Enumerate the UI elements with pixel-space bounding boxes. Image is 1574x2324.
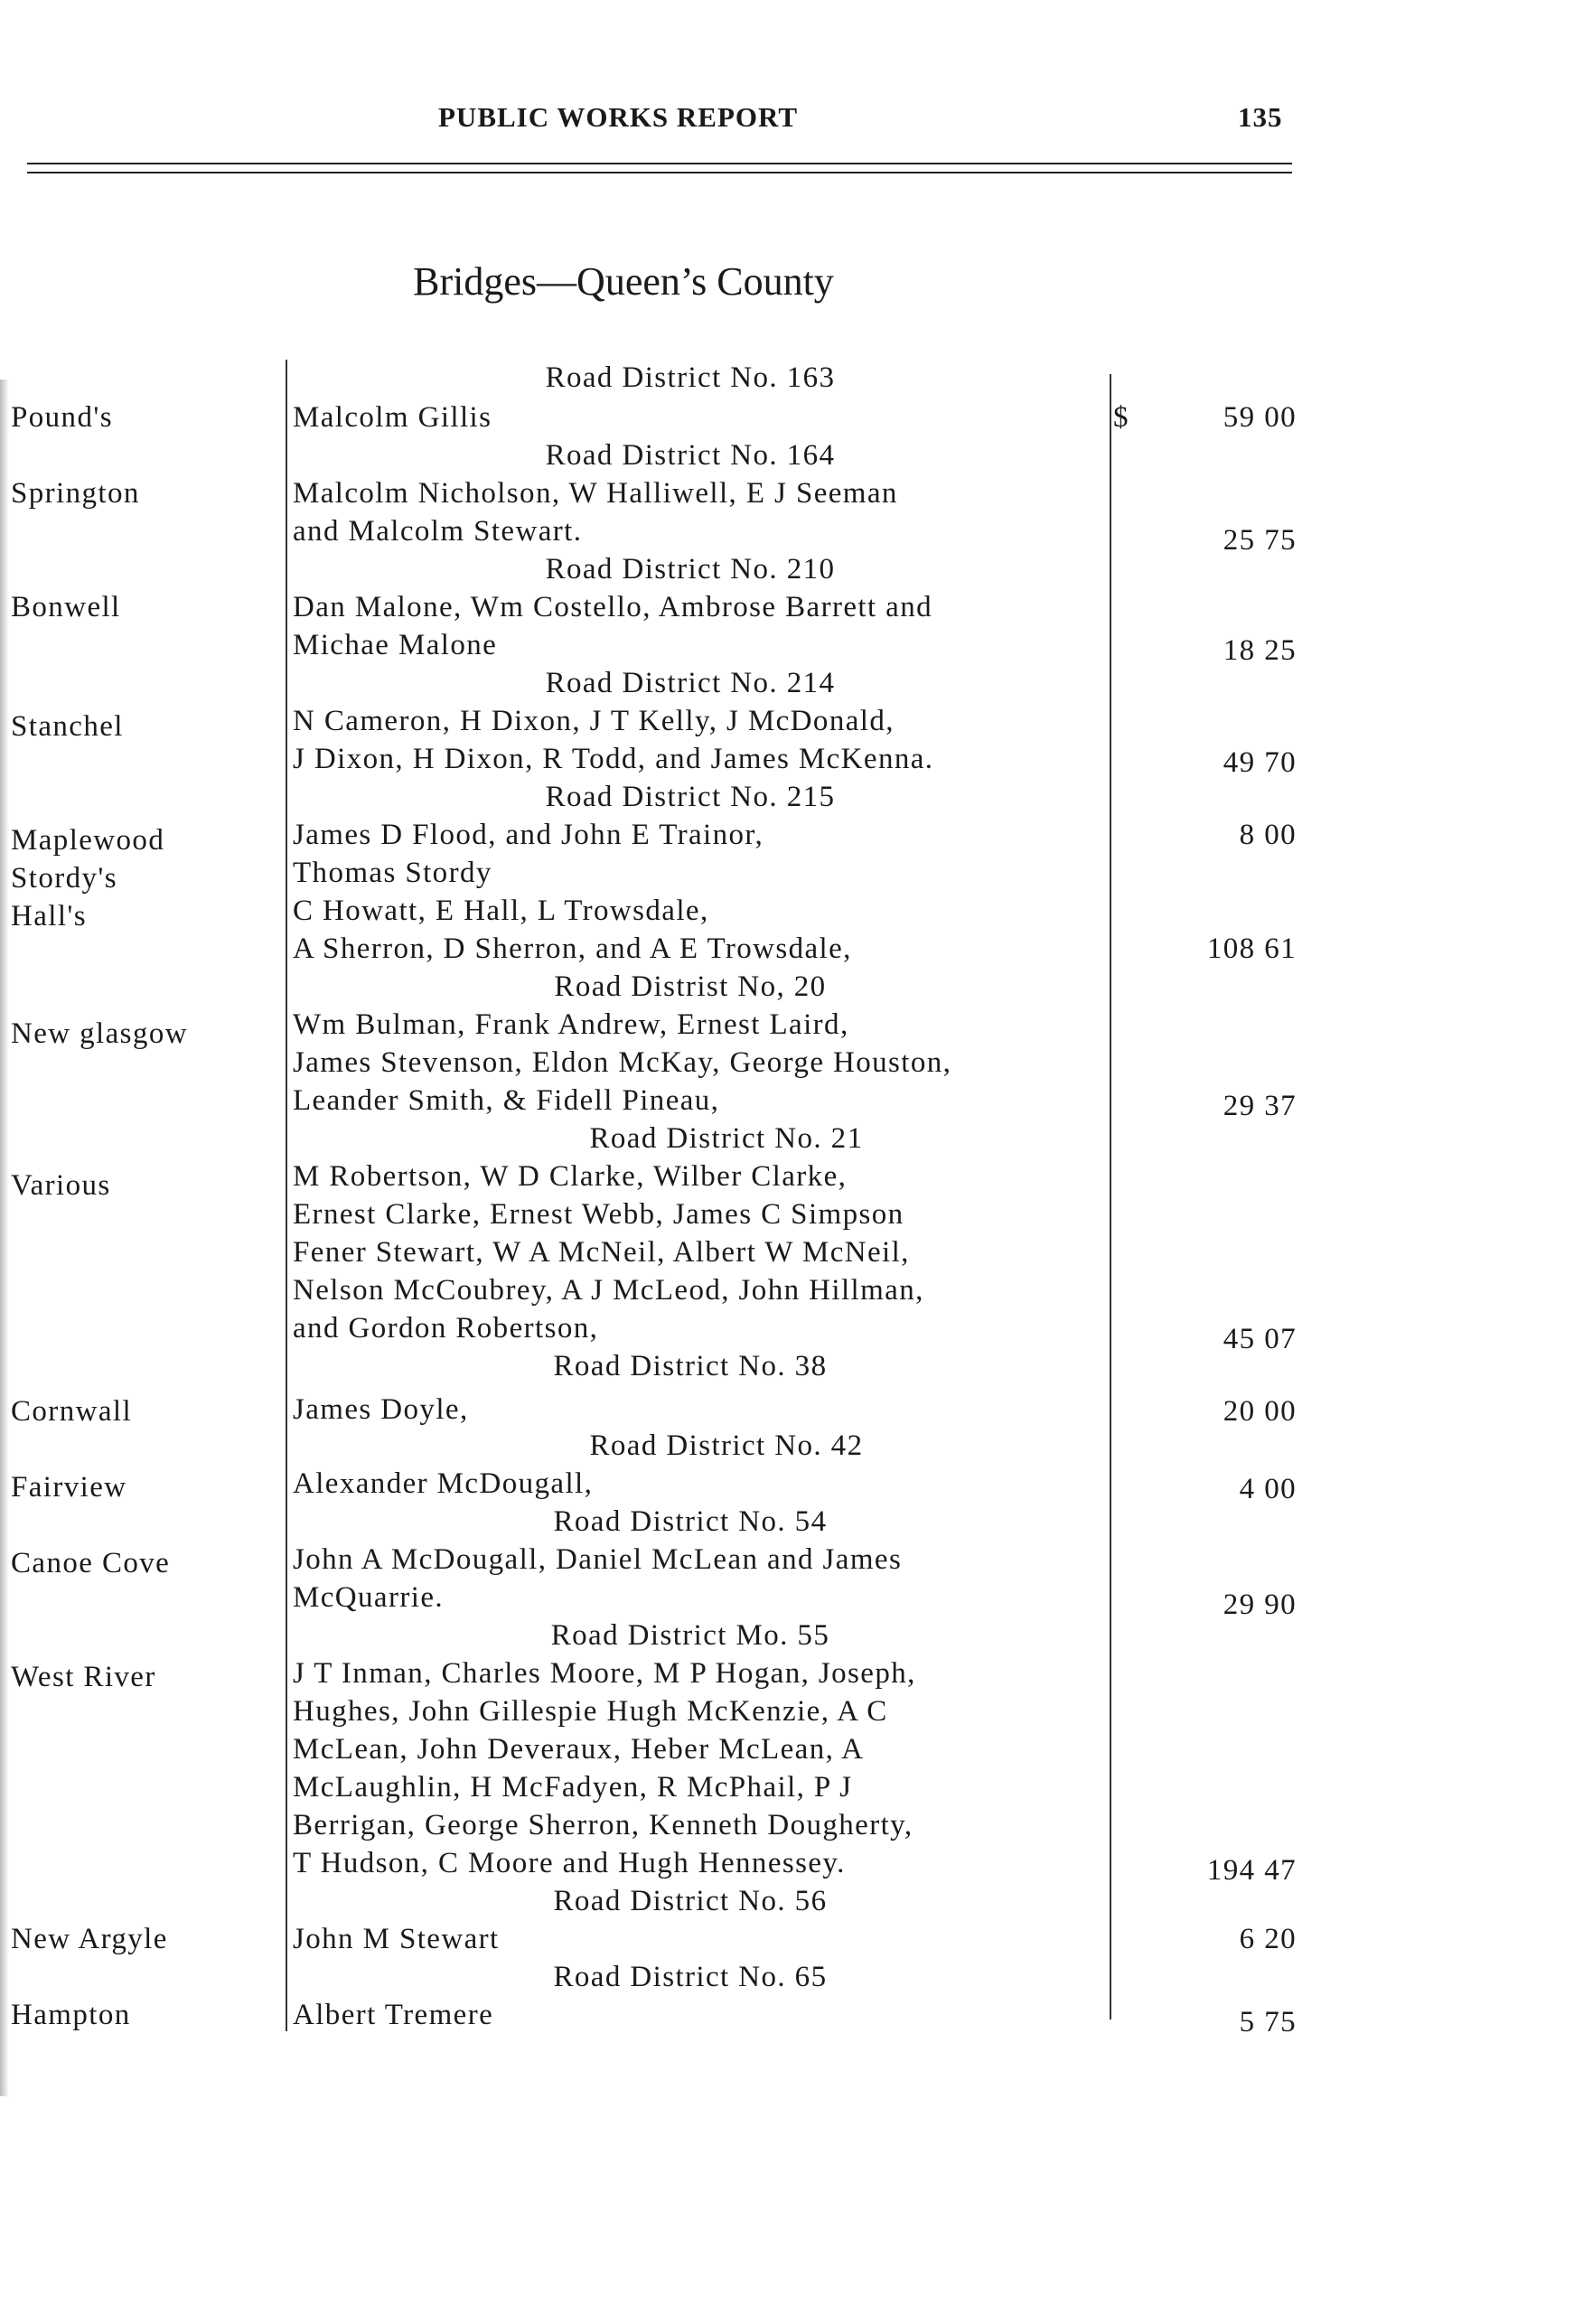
district-heading: Road District No. 54 xyxy=(553,1505,828,1538)
names-line: James D Flood, and John E Trainor, xyxy=(293,819,764,851)
names-line: Malcolm Gillis xyxy=(293,401,492,434)
amount: 8 00 xyxy=(1239,819,1297,851)
names-line: and Gordon Robertson, xyxy=(293,1312,599,1345)
names-line: Albert Tremere xyxy=(293,1999,494,2031)
names-line: M Robertson, W D Clarke, Wilber Clarke, xyxy=(293,1160,848,1193)
header-rule-bottom xyxy=(27,172,1292,173)
location-label: Fairview xyxy=(11,1471,127,1504)
names-line: Wm Bulman, Frank Andrew, Ernest Laird, xyxy=(293,1008,849,1041)
amount: 25 75 xyxy=(1223,524,1297,557)
running-title: PUBLIC WORKS REPORT xyxy=(438,101,799,133)
names-line: Dan Malone, Wm Costello, Ambrose Barrett and xyxy=(293,591,933,623)
names-line: James Stevenson, Eldon McKay, George Houston, xyxy=(293,1046,952,1079)
names-line: McQuarrie. xyxy=(293,1581,445,1614)
names-line: A Sherron, D Sherron, and A E Trowsdale, xyxy=(293,932,852,965)
location-label: Hampton xyxy=(11,1999,131,2031)
amount: 5 75 xyxy=(1239,2006,1297,2038)
dollar-sign: $ xyxy=(1113,401,1129,434)
district-heading: Road District No. 215 xyxy=(545,781,836,813)
location-label: Canoe Cove xyxy=(11,1547,171,1579)
names-line: John A McDougall, Daniel McLean and James xyxy=(293,1543,903,1576)
district-heading: Road District No. 42 xyxy=(589,1429,864,1462)
names-line: James Doyle, xyxy=(293,1393,469,1426)
names-line: Ernest Clarke, Ernest Webb, James C Simpson xyxy=(293,1198,904,1231)
amount: 194 47 xyxy=(1206,1854,1297,1887)
district-heading: Road District No. 164 xyxy=(545,439,836,472)
amount: 108 61 xyxy=(1206,932,1297,965)
district-heading: Road District No. 214 xyxy=(545,667,836,699)
location-label: Springton xyxy=(11,477,140,510)
amount: 59 00 xyxy=(1223,401,1297,434)
names-line: McLean, John Deveraux, Heber McLean, A xyxy=(293,1733,865,1766)
names-line: C Howatt, E Hall, L Trowsdale, xyxy=(293,895,709,927)
names-line: Michae Malone xyxy=(293,629,498,661)
district-heading: Road Distrist No, 20 xyxy=(554,970,827,1003)
names-line: John M Stewart xyxy=(293,1923,500,1955)
page-gutter-shadow xyxy=(0,380,9,2096)
amount: 6 20 xyxy=(1239,1923,1297,1955)
amount: 18 25 xyxy=(1223,634,1297,667)
amount: 20 00 xyxy=(1223,1395,1297,1428)
amount: 4 00 xyxy=(1239,1473,1297,1505)
amount: 29 90 xyxy=(1223,1588,1297,1621)
names-line: J T Inman, Charles Moore, M P Hogan, Joseph, xyxy=(293,1657,916,1690)
location-label: Maplewood xyxy=(11,824,165,857)
names-line: Leander Smith, & Fidell Pineau, xyxy=(293,1084,720,1117)
district-heading: Road District No. 56 xyxy=(553,1885,828,1917)
names-line: N Cameron, H Dixon, J T Kelly, J McDonald, xyxy=(293,705,895,737)
district-heading: Road District No. 65 xyxy=(553,1961,828,1993)
names-line: McLaughlin, H McFadyen, R McPhail, P J xyxy=(293,1771,853,1804)
names-line: Malcolm Nicholson, W Halliwell, E J Seeman xyxy=(293,477,898,510)
amount: 45 07 xyxy=(1223,1323,1297,1355)
column-divider-left xyxy=(286,360,287,2031)
location-label: New Argyle xyxy=(11,1923,168,1955)
names-line: Fener Stewart, W A McNeil, Albert W McNeil, xyxy=(293,1236,910,1269)
amount: 29 37 xyxy=(1223,1090,1297,1122)
location-label: Various xyxy=(11,1169,111,1202)
location-label: Stordy's xyxy=(11,862,117,895)
names-line: Alexander McDougall, xyxy=(293,1467,594,1500)
location-label: Hall's xyxy=(11,900,88,932)
column-divider-right-upper xyxy=(1110,374,1111,931)
location-label: New glasgow xyxy=(11,1017,188,1050)
names-line: T Hudson, C Moore and Hugh Hennessey. xyxy=(293,1847,846,1879)
district-heading: Road District No. 163 xyxy=(545,361,836,394)
page-number: 135 xyxy=(1238,101,1283,133)
page-title: Bridges—Queen’s County xyxy=(413,259,834,304)
location-label: Pound's xyxy=(11,401,113,434)
location-label: Cornwall xyxy=(11,1395,133,1428)
column-divider-right-lower xyxy=(1110,931,1111,2019)
district-heading: Road District Mo. 55 xyxy=(550,1619,830,1652)
header-rule-top xyxy=(27,163,1292,164)
amount: 49 70 xyxy=(1223,746,1297,779)
names-line: Nelson McCoubrey, A J McLeod, John Hillman, xyxy=(293,1274,924,1307)
names-line: Berrigan, George Sherron, Kenneth Dougherty, xyxy=(293,1809,913,1841)
location-label: Stanchel xyxy=(11,710,124,743)
district-heading: Road District No. 21 xyxy=(589,1122,864,1155)
names-line: Thomas Stordy xyxy=(293,857,492,889)
names-line: J Dixon, H Dixon, R Todd, and James McKenna. xyxy=(293,743,934,775)
district-heading: Road District No. 38 xyxy=(553,1350,828,1382)
location-label: West River xyxy=(11,1661,156,1693)
location-label: Bonwell xyxy=(11,591,121,623)
district-heading: Road District No. 210 xyxy=(545,553,836,586)
names-line: and Malcolm Stewart. xyxy=(293,515,583,548)
names-line: Hughes, John Gillespie Hugh McKenzie, A C xyxy=(293,1695,888,1728)
